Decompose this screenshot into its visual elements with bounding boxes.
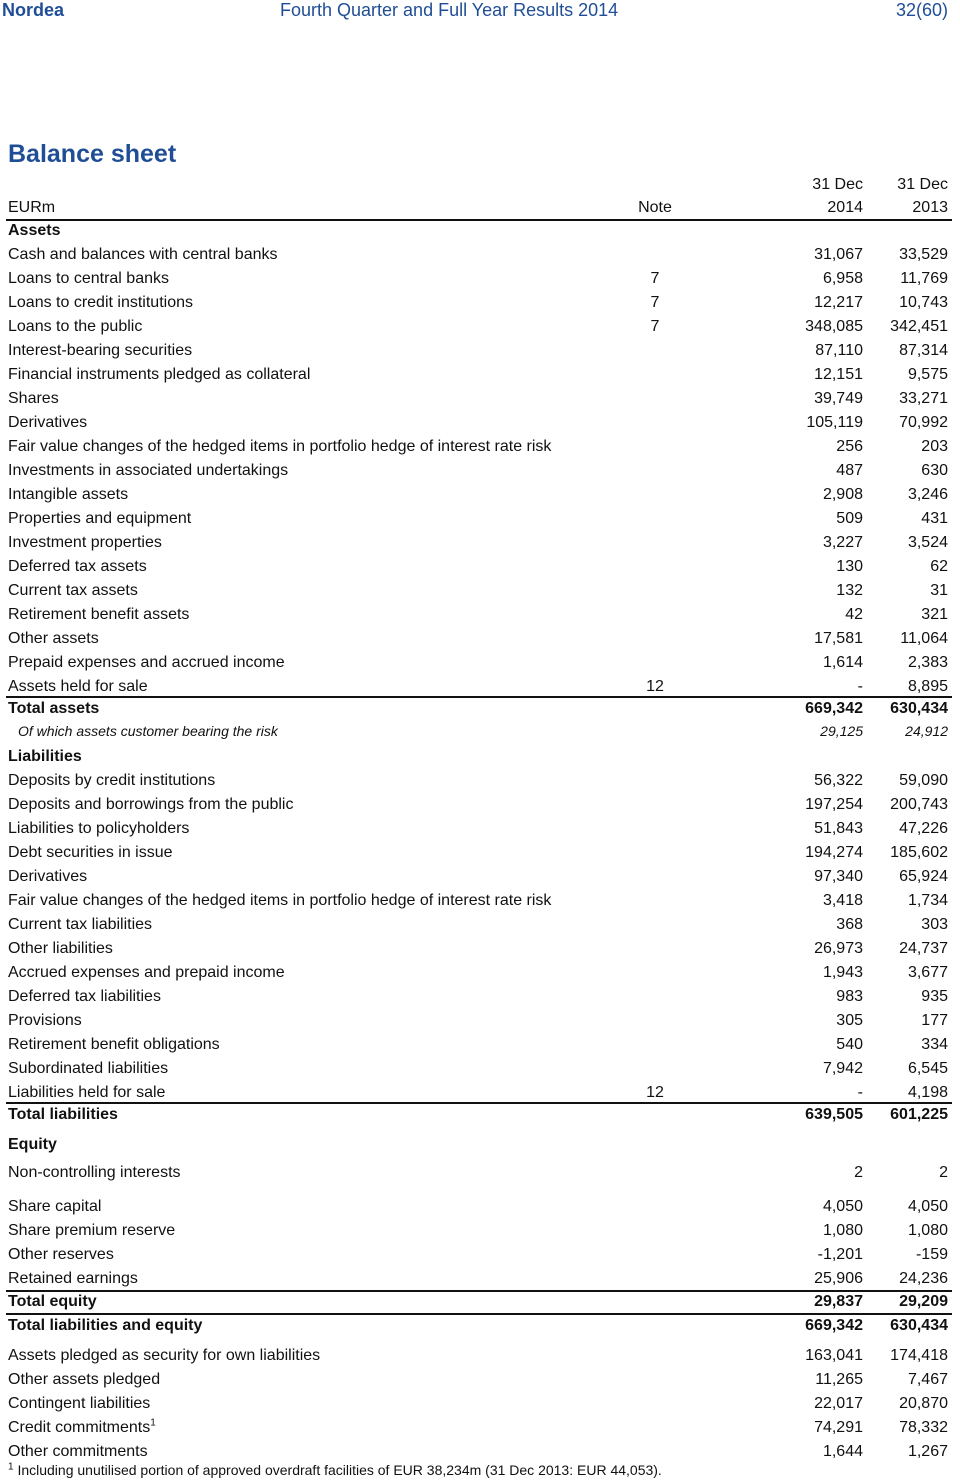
row-label: Total liabilities xyxy=(8,1106,118,1123)
row-value-2014: -1,201 xyxy=(817,1246,863,1263)
row-label: Other assets xyxy=(8,630,99,647)
row-value-2013: 9,575 xyxy=(907,366,948,383)
row-label: Share capital xyxy=(8,1198,102,1215)
row-value-2014: 305 xyxy=(836,1012,863,1029)
row-value-2014: 509 xyxy=(836,510,863,527)
row-label: Of which assets customer bearing the risk xyxy=(18,723,278,739)
footnote-mark: 1 xyxy=(8,1461,14,1473)
row-note: 12 xyxy=(646,678,664,695)
row-value-2014: 1,614 xyxy=(822,654,863,671)
table-row xyxy=(0,580,960,602)
table-row xyxy=(0,1162,960,1184)
table-row xyxy=(0,1134,960,1156)
row-value-2013: 47,226 xyxy=(899,820,948,837)
table-row xyxy=(0,244,960,266)
row-label: Assets held for sale xyxy=(8,678,148,695)
row-value-2013: 24,912 xyxy=(905,723,948,739)
row-value-2013: 2 xyxy=(939,1164,948,1181)
row-value-2013: 342,451 xyxy=(890,318,948,335)
row-value-2013: 1,734 xyxy=(907,892,948,909)
table-row xyxy=(0,720,960,742)
row-value-2013: 59,090 xyxy=(899,772,948,789)
row-value-2013: 601,225 xyxy=(890,1106,948,1123)
row-note: 7 xyxy=(650,294,660,311)
page-number: 32(60) xyxy=(895,0,948,20)
table-row xyxy=(0,436,960,458)
table-row xyxy=(0,1369,960,1391)
row-label: Other liabilities xyxy=(8,940,113,957)
row-note: 7 xyxy=(650,318,660,335)
row-label: Assets xyxy=(8,222,61,239)
footnote xyxy=(8,1462,662,1478)
row-note: 12 xyxy=(646,1084,664,1101)
row-value-2013: 20,870 xyxy=(899,1395,948,1412)
row-value-2014: 639,505 xyxy=(805,1106,863,1123)
row-value-2014: 540 xyxy=(836,1036,863,1053)
table-row xyxy=(0,532,960,554)
row-label: Current tax liabilities xyxy=(8,916,153,933)
row-value-2014: 132 xyxy=(836,582,863,599)
row-label: Debt securities in issue xyxy=(8,844,173,861)
row-label: Derivatives xyxy=(8,868,88,885)
row-value-2013: 334 xyxy=(921,1036,948,1053)
row-label: Retirement benefit assets xyxy=(8,606,190,623)
footnote-text: Including unutilised portion of approved overdraft facilities of EUR 38,234m (31 Dec 2013: EUR 44,053). xyxy=(17,1462,662,1478)
row-value-2014: 25,906 xyxy=(814,1270,863,1287)
row-value-2013: 303 xyxy=(921,916,948,933)
row-label: Deposits and borrowings from the public xyxy=(8,796,294,813)
row-value-2014: 1,943 xyxy=(822,964,863,981)
row-label: Current tax assets xyxy=(8,582,138,599)
table-row xyxy=(0,938,960,960)
row-value-2014: 163,041 xyxy=(805,1347,863,1364)
row-value-2014: 12,151 xyxy=(814,366,863,383)
row-label: Non-controlling interests xyxy=(8,1164,181,1181)
row-value-2013: 24,737 xyxy=(899,940,948,957)
total-equity-rule xyxy=(6,1290,952,1292)
row-label: Loans to central banks xyxy=(8,270,169,287)
row-value-2014: 26,973 xyxy=(814,940,863,957)
row-value-2013: 185,602 xyxy=(890,844,948,861)
row-label: Liabilities held for sale xyxy=(8,1084,166,1101)
table-row xyxy=(0,1417,960,1439)
row-value-2013: 174,418 xyxy=(890,1347,948,1364)
total-liabilities-equity-rule xyxy=(6,1313,952,1315)
table-row xyxy=(0,1315,960,1337)
row-value-2013: 431 xyxy=(921,510,948,527)
col2-date-label: 31 Dec xyxy=(897,176,948,193)
row-value-2014: 368 xyxy=(836,916,863,933)
row-value-2014: 11,265 xyxy=(815,1371,863,1388)
table-row xyxy=(0,484,960,506)
row-value-2014: 4,050 xyxy=(822,1198,863,1215)
row-value-2013: 935 xyxy=(921,988,948,1005)
table-row xyxy=(0,508,960,530)
row-label: Contingent liabilities xyxy=(8,1395,151,1412)
row-value-2014: 3,418 xyxy=(822,892,863,909)
row-value-2013: 65,924 xyxy=(899,868,948,885)
col1-date-label: 31 Dec xyxy=(812,176,863,193)
table-row xyxy=(0,412,960,434)
row-value-2013: 29,209 xyxy=(899,1293,948,1310)
row-value-2013: 1,267 xyxy=(907,1443,948,1460)
row-value-2013: 321 xyxy=(921,606,948,623)
table-row xyxy=(0,1034,960,1056)
table-row xyxy=(0,1010,960,1032)
page-title: Balance sheet xyxy=(8,140,177,168)
row-value-2013: 630 xyxy=(921,462,948,479)
table-row xyxy=(0,1291,960,1313)
row-label: Intangible assets xyxy=(8,486,129,503)
row-value-2014: 105,119 xyxy=(806,414,863,431)
row-value-2013: 3,246 xyxy=(907,486,948,503)
row-label: Liabilities to policyholders xyxy=(8,820,190,837)
row-label: Other reserves xyxy=(8,1246,114,1263)
row-value-2014: 194,274 xyxy=(805,844,863,861)
row-value-2014: 29,125 xyxy=(820,723,863,739)
row-label: Accrued expenses and prepaid income xyxy=(8,964,285,981)
table-row xyxy=(0,364,960,386)
table-row xyxy=(0,652,960,674)
row-value-2013: 4,198 xyxy=(907,1084,948,1101)
row-label: Loans to credit institutions xyxy=(8,294,193,311)
row-label: Cash and balances with central banks xyxy=(8,246,278,263)
row-label: Deferred tax assets xyxy=(8,558,147,575)
table-row xyxy=(0,770,960,792)
page-header xyxy=(0,0,960,22)
table-row xyxy=(0,698,960,720)
table-row xyxy=(0,986,960,1008)
row-value-2013: 87,314 xyxy=(899,342,948,359)
row-label: Deposits by credit institutions xyxy=(8,772,216,789)
row-value-2014: 97,340 xyxy=(814,868,863,885)
row-value-2013: 31 xyxy=(930,582,948,599)
row-value-2013: 200,743 xyxy=(890,796,948,813)
table-row xyxy=(0,1104,960,1126)
table-row xyxy=(0,220,960,242)
row-value-2014: 130 xyxy=(836,558,863,575)
row-value-2014: 12,217 xyxy=(814,294,863,311)
row-value-2014: 3,227 xyxy=(822,534,863,551)
row-label: Properties and equipment xyxy=(8,510,192,527)
row-value-2014: 29,837 xyxy=(814,1293,863,1310)
table-row xyxy=(0,556,960,578)
row-value-2014: 42 xyxy=(845,606,863,623)
row-value-2014: 39,749 xyxy=(814,390,863,407)
table-row xyxy=(0,842,960,864)
row-value-2013: 24,236 xyxy=(899,1270,948,1287)
row-label: Share premium reserve xyxy=(8,1222,176,1239)
row-value-2014: 2,908 xyxy=(822,486,863,503)
table-row xyxy=(0,1244,960,1266)
row-label: Loans to the public xyxy=(8,318,143,335)
row-label: Shares xyxy=(8,390,59,407)
row-value-2013: 10,743 xyxy=(899,294,948,311)
row-value-2014: 51,843 xyxy=(814,820,863,837)
row-label: Retirement benefit obligations xyxy=(8,1036,220,1053)
row-value-2013: 3,524 xyxy=(907,534,948,551)
row-value-2013: 11,064 xyxy=(900,630,948,647)
table-row xyxy=(0,866,960,888)
row-value-2014: 87,110 xyxy=(815,342,863,359)
row-note: 7 xyxy=(650,270,660,287)
unit-label: EURm xyxy=(8,199,56,216)
table-row xyxy=(0,292,960,314)
table-row xyxy=(0,1268,960,1290)
table-row xyxy=(0,1393,960,1415)
row-value-2013: 177 xyxy=(921,1012,948,1029)
row-label: Subordinated liabilities xyxy=(8,1060,169,1077)
row-value-2014: 669,342 xyxy=(805,1317,863,1334)
row-label: Liabilities xyxy=(8,748,82,765)
row-label: Total liabilities and equity xyxy=(8,1317,203,1334)
table-row xyxy=(0,1345,960,1367)
table-row xyxy=(0,746,960,768)
row-value-2014: 669,342 xyxy=(805,700,863,717)
col2-year-label: 2013 xyxy=(912,199,948,216)
row-value-2014: 6,958 xyxy=(822,270,863,287)
row-label: Derivatives xyxy=(8,414,88,431)
row-value-2014: 31,067 xyxy=(814,246,863,263)
table-row xyxy=(0,1082,960,1104)
table-row xyxy=(0,316,960,338)
row-label: Total equity xyxy=(8,1293,97,1310)
total-liabilities-rule xyxy=(6,1102,952,1104)
company-name: Nordea xyxy=(2,0,65,20)
row-value-2014: 487 xyxy=(836,462,863,479)
row-value-2013: 7,467 xyxy=(907,1371,948,1388)
row-value-2014: 74,291 xyxy=(814,1419,863,1436)
row-value-2013: 6,545 xyxy=(907,1060,948,1077)
table-row xyxy=(0,818,960,840)
col1-year-label: 2014 xyxy=(827,199,863,216)
row-label: Prepaid expenses and accrued income xyxy=(8,654,285,671)
row-value-2014: - xyxy=(857,678,863,695)
row-label: Provisions xyxy=(8,1012,82,1029)
row-label: Interest-bearing securities xyxy=(8,342,193,359)
table-row xyxy=(0,628,960,650)
table-row xyxy=(0,1058,960,1080)
row-value-2013: 8,895 xyxy=(907,678,948,695)
row-value-2014: 2 xyxy=(854,1164,863,1181)
table-row xyxy=(0,890,960,912)
row-value-2013: 630,434 xyxy=(890,1317,948,1334)
row-value-2014: 256 xyxy=(836,438,863,455)
row-value-2013: 33,529 xyxy=(899,246,948,263)
row-value-2013: 11,769 xyxy=(900,270,948,287)
note-column-header: Note xyxy=(638,199,672,216)
row-label: Investment properties xyxy=(8,534,162,551)
row-label: Credit commitments xyxy=(8,1419,151,1436)
row-value-2014: 56,322 xyxy=(814,772,863,789)
row-label: Fair value changes of the hedged items in portfolio hedge of interest rate risk xyxy=(8,892,552,909)
row-value-2014: 197,254 xyxy=(805,796,863,813)
table-row xyxy=(0,604,960,626)
table-row xyxy=(0,268,960,290)
row-value-2014: 1,644 xyxy=(822,1443,863,1460)
table-row xyxy=(0,1441,960,1463)
row-value-2014: 22,017 xyxy=(814,1395,863,1412)
total-assets-rule xyxy=(6,696,952,698)
row-value-2013: 1,080 xyxy=(907,1222,948,1239)
row-label: Equity xyxy=(8,1136,57,1153)
report-title: Fourth Quarter and Full Year Results 2014 xyxy=(280,0,619,20)
row-value-2013: 78,332 xyxy=(899,1419,948,1436)
row-label: Other assets pledged xyxy=(8,1371,161,1388)
table-row xyxy=(0,340,960,362)
row-value-2014: 983 xyxy=(836,988,863,1005)
row-value-2013: 203 xyxy=(921,438,948,455)
row-value-2013: 4,050 xyxy=(907,1198,948,1215)
footnote-ref: 1 xyxy=(150,1417,156,1429)
row-value-2013: 70,992 xyxy=(899,414,948,431)
table-row xyxy=(0,1220,960,1242)
row-value-2013: -159 xyxy=(915,1246,948,1263)
row-label: Fair value changes of the hedged items in portfolio hedge of interest rate risk xyxy=(8,438,552,455)
row-value-2014: 17,581 xyxy=(814,630,863,647)
row-value-2014: 348,085 xyxy=(805,318,863,335)
row-value-2013: 630,434 xyxy=(890,700,948,717)
row-value-2014: 7,942 xyxy=(822,1060,863,1077)
row-value-2014: 1,080 xyxy=(822,1222,863,1239)
row-label: Other commitments xyxy=(8,1443,148,1460)
row-value-2013: 33,271 xyxy=(899,390,948,407)
row-label: Retained earnings xyxy=(8,1270,138,1287)
table-row xyxy=(0,962,960,984)
table-row xyxy=(0,676,960,698)
table-row xyxy=(0,1196,960,1218)
table-row xyxy=(0,388,960,410)
row-label: Financial instruments pledged as collateral xyxy=(8,366,311,383)
table-row xyxy=(0,460,960,482)
table-row xyxy=(0,914,960,936)
row-label: Total assets xyxy=(8,700,100,717)
row-value-2013: 62 xyxy=(930,558,948,575)
row-label: Investments in associated undertakings xyxy=(8,462,289,479)
row-label-wrap xyxy=(8,1417,156,1439)
table-row xyxy=(0,794,960,816)
row-value-2014: - xyxy=(857,1084,863,1101)
row-label: Assets pledged as security for own liabilities xyxy=(8,1347,321,1364)
row-value-2013: 3,677 xyxy=(907,964,948,981)
row-label: Deferred tax liabilities xyxy=(8,988,161,1005)
row-value-2013: 2,383 xyxy=(907,654,948,671)
